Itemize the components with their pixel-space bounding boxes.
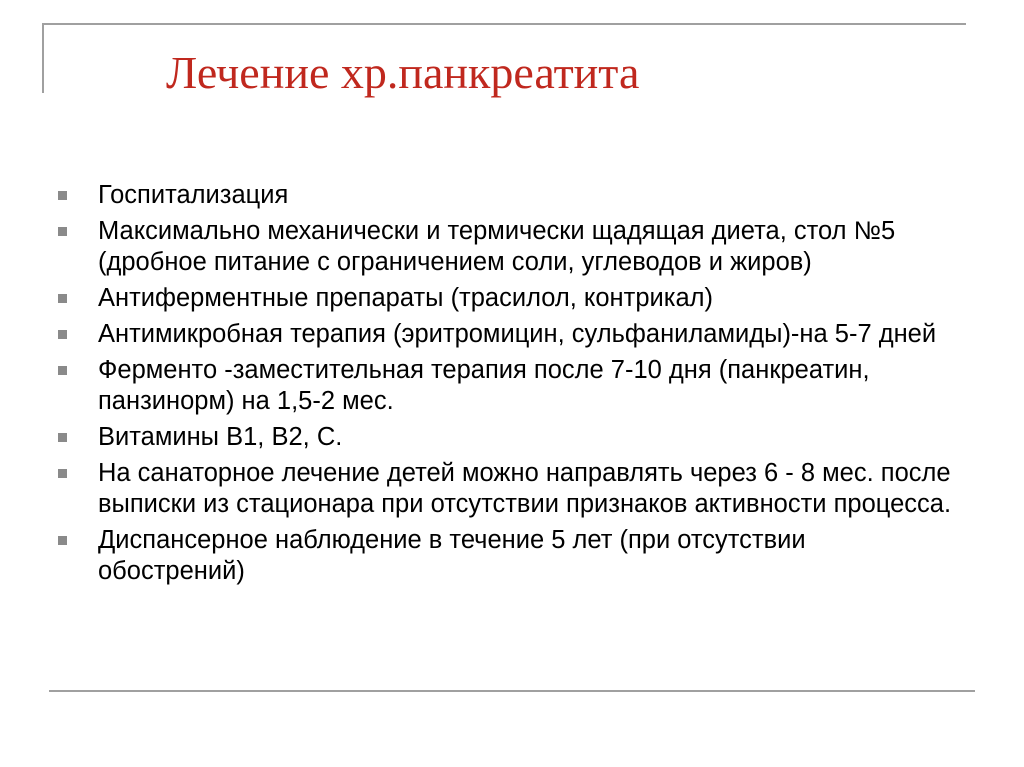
square-bullet-icon [58,366,67,375]
square-bullet-icon [58,227,67,236]
bullet-text: Максимально механически и термически щадящая диета, стол №5 (дробное питание с ограничением соли, углеводов и жиров) [98,217,896,276]
bullet-item-vitamins [58,422,958,453]
bullet-list [58,180,958,592]
bullet-text: Витамины В1, В2, С. [98,423,343,451]
bullet-text: Диспансерное наблюдение в течение 5 лет (при отсутствии обострений) [98,526,806,585]
bullet-item-antienzyme [58,283,958,314]
bullet-item-followup [58,525,958,587]
bullet-item-sanatorium [58,458,958,520]
square-bullet-icon [58,294,67,303]
square-bullet-icon [58,330,67,339]
bullet-item-antimicrobial [58,319,958,350]
bullet-item-hospitalization [58,180,958,211]
bullet-item-enzyme-replacement [58,355,958,417]
square-bullet-icon [58,191,67,200]
frame-left-line [42,23,44,93]
bullet-item-diet [58,216,958,278]
square-bullet-icon [58,433,67,442]
bullet-text: Госпитализация [98,181,289,209]
frame-top-line [42,23,966,25]
bullet-text: Антиферментные препараты (трасилол, контрикал) [98,284,714,312]
frame-bottom-line [49,690,975,692]
bullet-text: Ферменто -заместительная терапия после 7-10 дня (панкреатин, панзинорм) на 1,5-2 мес. [98,356,870,415]
bullet-text: Антимикробная терапия (эритромицин, сульфаниламиды)-на 5-7 дней [98,320,937,348]
bullet-text: На санаторное лечение детей можно направлять через 6 - 8 мес. после выписки из стационара при отсутствии признаков активности процесса. [98,459,952,518]
slide-title: Лечение хр.панкреатита [166,47,640,98]
square-bullet-icon [58,469,67,478]
square-bullet-icon [58,536,67,545]
